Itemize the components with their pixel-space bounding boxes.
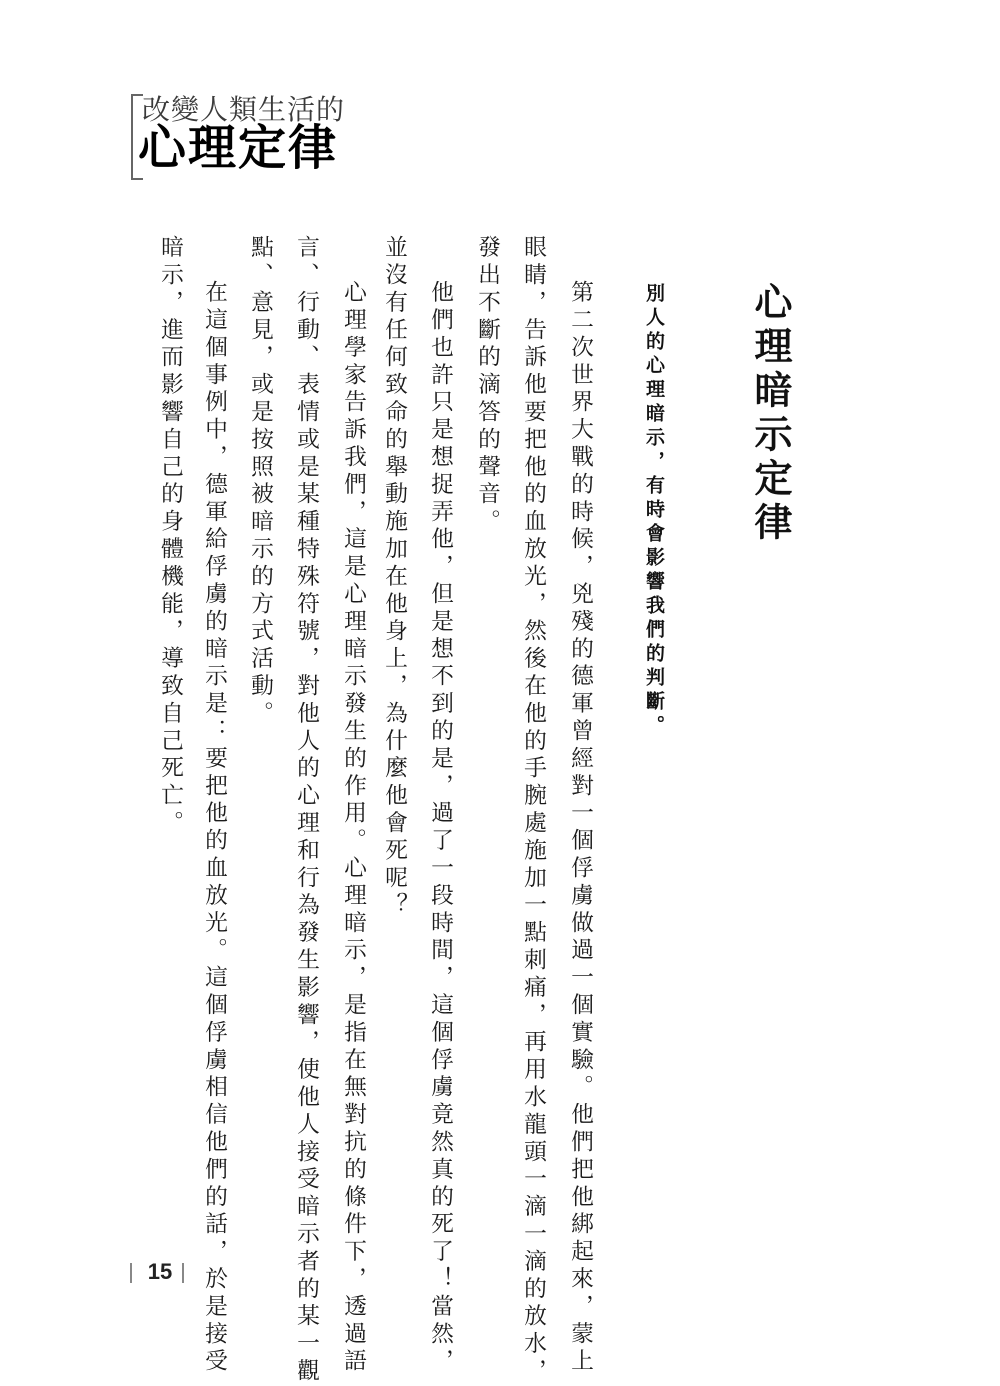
body-line: 眼睛，告訴他要把他的血放光，然後在他的手腕處施加一點刺痛，再用水龍頭一滴一滴的放水，	[520, 235, 546, 1386]
book-title: 心理定律	[138, 120, 339, 176]
body-line: 並沒有任何致命的舉動施加在他身上，為什麼他會死呢？	[381, 235, 407, 920]
body-line: 他們也許只是想捉弄他，但是想不到的是，過了一段時間，這個俘虜竟然真的死了！當然，	[427, 280, 453, 1376]
chapter-title: 心理暗示定律	[748, 282, 792, 546]
book-series-label: 改變人類生活的	[142, 93, 346, 126]
body-line: 發出不斷的滴答的聲音。	[474, 235, 500, 537]
folio-right-bar	[182, 1263, 184, 1283]
body-line: 在這個事例中，德軍給俘虜的暗示是：要把他的血放光。這個俘虜相信他們的話，於是接受	[201, 280, 227, 1376]
book-header	[128, 88, 388, 180]
page-number: 15	[147, 1259, 173, 1284]
body-line: 心理學家告訴我們，這是心理暗示發生的作用。心理暗示，是指在無對抗的條件下，透過語	[340, 280, 366, 1376]
body-line: 點、意見，或是按照被暗示的方式活動。	[247, 235, 273, 729]
chapter-subtitle: 別人的心理暗示，有時會影響我們的判斷。	[643, 283, 665, 739]
body-line: 暗示，進而影響自己的身體機能，導致自己死亡。	[157, 235, 183, 838]
folio-left-bar	[130, 1263, 132, 1283]
page-folio	[118, 1256, 198, 1290]
body-line: 第二次世界大戰的時候，兇殘的德軍曾經對一個俘虜做過一個實驗。他們把他綁起來，蒙上	[567, 280, 593, 1376]
body-line: 言、行動、表情或是某種特殊符號，對他人的心理和行為發生影響，使他人接受暗示者的某一觀	[293, 235, 319, 1386]
